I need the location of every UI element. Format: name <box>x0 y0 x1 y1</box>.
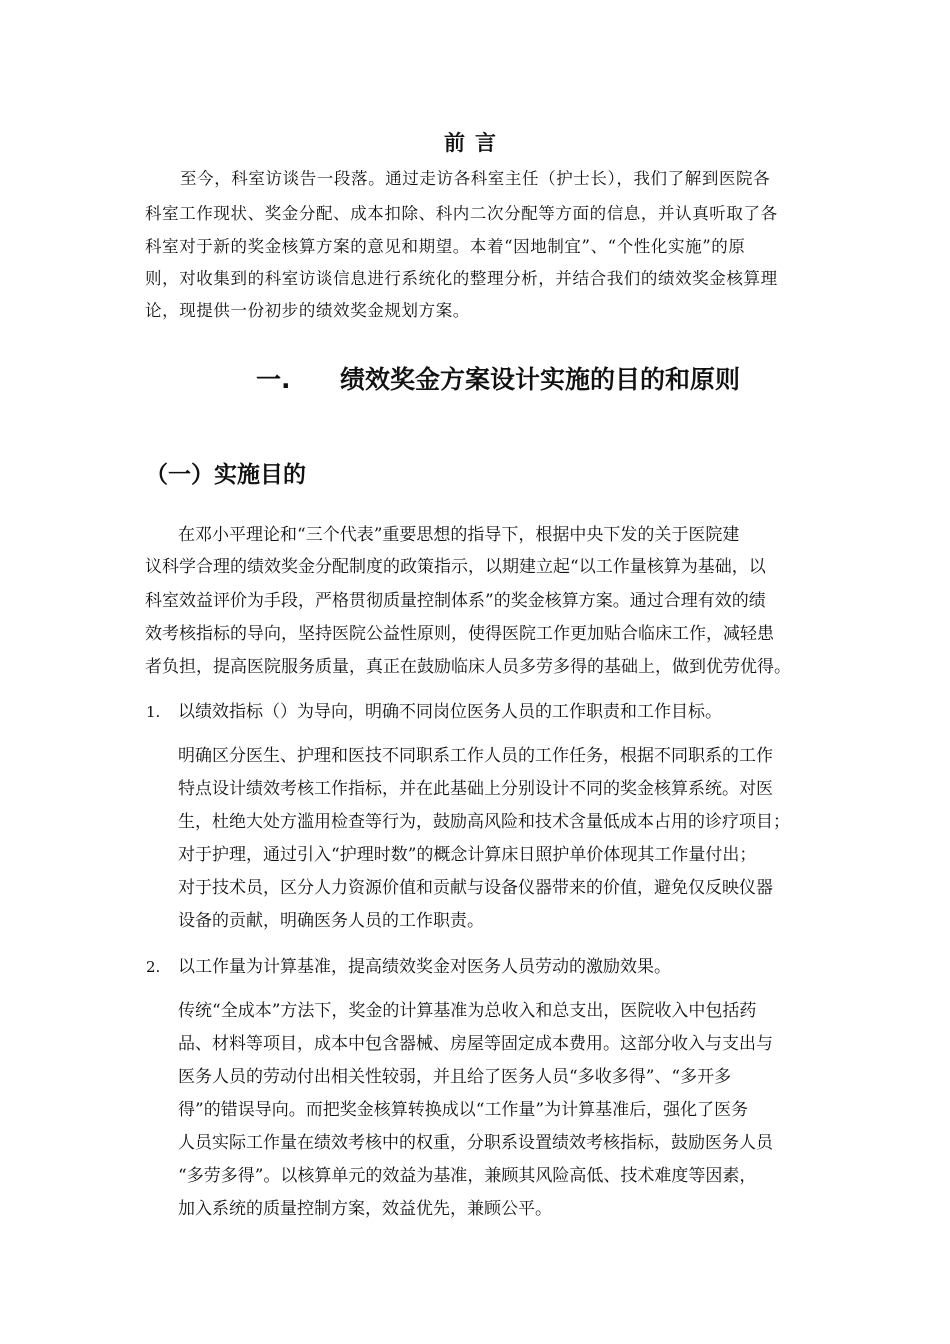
list-item-line: 对于技术员，区分人力资源价值和贡献与设备仪器带来的价值，避免仅反映仪器 <box>178 878 773 898</box>
list-item-line: 加入系统的质量控制方案，效益优先，兼顾公平。 <box>178 1199 552 1219</box>
preface-line: 至今，科室访谈告一段落。通过走访各科室主任（护士长），我们了解到医院各 <box>180 169 771 188</box>
paragraph-line: 科室效益评价为手段，严格贯彻质量控制体系”的奖金核算方案。通过合理有效的绩 <box>145 591 766 611</box>
list-item-line: 得”的错误导向。而把奖金核算转换成以“工作量”为计算基准后，强化了医务 <box>178 1100 749 1120</box>
list-item-line: 设备的贡献，明确医务人员的工作职责。 <box>178 911 484 931</box>
list-item-line: 传统“全成本”方法下，奖金的计算基准为总收入和总支出，医院收入中包括药 <box>178 1001 757 1021</box>
preface-line: 科室对于新的奖金核算方案的意见和期望。本着“因地制宜”、“个性化实施”的原 <box>145 237 746 256</box>
list-item-number: 1. <box>146 703 161 721</box>
subsection-heading: （一）实施目的 <box>145 462 306 488</box>
preface-line: 则，对收集到的科室访谈信息进行系统化的整理分析，并结合我们的绩效奖金核算理 <box>145 269 778 288</box>
list-item-number: 2. <box>146 958 161 976</box>
paragraph-line: 者负担，提高医院服务质量，真正在鼓励临床人员多劳多得的基础上，做到优劳优得。 <box>145 657 791 677</box>
paragraph-line: 在邓小平理论和“三个代表”重要思想的指导下，根据中央下发的关于医院建 <box>178 525 740 545</box>
list-item-line: 对于护理，通过引入“护理时数”的概念计算床日照护单价体现其工作量付出； <box>178 845 757 865</box>
list-item-line: 特点设计绩效考核工作指标，并在此基础上分别设计不同的奖金核算系统。对医 <box>178 779 773 799</box>
paragraph-line: 议科学合理的绩效奖金分配制度的政策指示，以期建立起“以工作量核算为基础，以 <box>145 557 766 577</box>
list-item-line: 医务人员的劳动付出相关性较弱，并且给了医务人员“多收多得”、“多开多 <box>178 1067 732 1087</box>
list-item-line: “多劳多得”。以核算单元的效益为基准，兼顾其风险高低、技术难度等因素， <box>178 1166 757 1186</box>
preface-title: 前言 <box>444 131 506 155</box>
list-item-line: 品、材料等项目，成本中包含器械、房屋等固定成本费用。这部分收入与支出与 <box>178 1034 773 1054</box>
preface-line: 科室工作现状、奖金分配、成本扣除、科内二次分配等方面的信息，并认真听取了各 <box>145 204 778 223</box>
section-heading: 绩效奖金方案设计实施的目的和原则 <box>340 365 741 394</box>
list-item-heading: 以绩效指标（）为导向，明确不同岗位医务人员的工作职责和工作目标。 <box>178 702 722 722</box>
section-number: 一. <box>256 365 291 394</box>
list-item-line: 明确区分医生、护理和医技不同职系工作人员的工作任务，根据不同职系的工作 <box>178 746 773 766</box>
preface-line: 论，现提供一份初步的绩效奖金规划方案。 <box>145 301 470 320</box>
list-item-line: 生，杜绝大处方滥用检查等行为，鼓励高风险和技术含量低成本占用的诊疗项目； <box>178 812 790 832</box>
paragraph-line: 效考核指标的导向，坚持医院公益性原则，使得医院工作更加贴合临床工作，减轻患 <box>145 624 774 644</box>
list-item-line: 人员实际工作量在绩效考核中的权重，分职系设置绩效考核指标，鼓励医务人员 <box>178 1133 773 1153</box>
list-item-heading: 以工作量为计算基准，提高绩效奖金对医务人员劳动的激励效果。 <box>178 957 671 977</box>
